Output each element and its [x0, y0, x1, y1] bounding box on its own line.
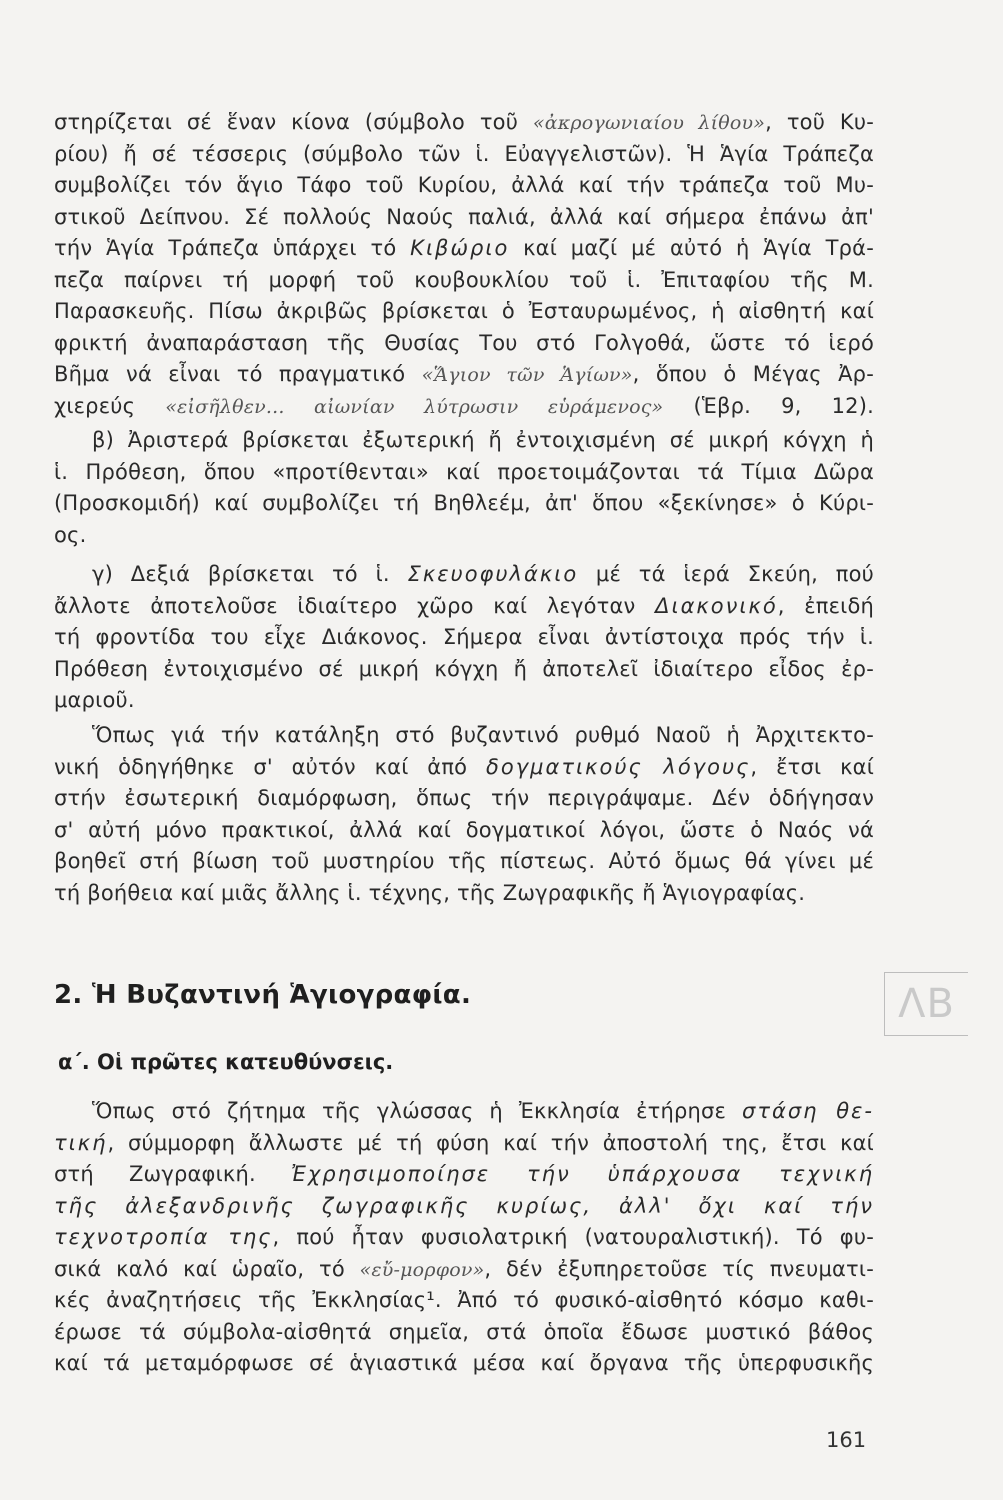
- text-line: τή φροντίδα του εἶχε Διάκονος. Σήμερα εἶναι ἀντίστοιχα πρός τήν ἱ.: [54, 625, 874, 649]
- text-line: τεχνοτροπία της, πού ἦταν φυσιολατρική (νατουραλιστική). Τό φυ-: [54, 1225, 874, 1249]
- text-line: χιερεύς «εἰσῆλθεν... αἰωνίαν λύτρωσιν εὑράμενος» (Ἑβρ. 9, 12).: [54, 393, 874, 418]
- text-line: β) Ἀριστερά βρίσκεται ἐξωτερική ἤ ἐντοιχισμένη σέ μικρή κόγχη ἡ: [92, 428, 874, 452]
- text-line: Ὅπως γιά τήν κατάληξη στό βυζαντινό ρυθμό Ναοῦ ἡ Ἀρχιτεκτο-: [92, 723, 874, 747]
- text-line: στήν ἐσωτερική διαμόρφωση, ὅπως τήν περιγράψαμε. Δέν ὁδήγησαν: [54, 786, 874, 810]
- text-line: τή βοήθεια καί μιᾶς ἄλλης ἱ. τέχνης, τῆς Ζωγραφικῆς ἤ Ἁγιογραφίας.: [54, 880, 806, 905]
- text-line: ος.: [54, 522, 87, 547]
- text-line: βοηθεῖ στή βίωση τοῦ μυστηρίου τῆς πίστεως. Αὐτό ὅμως θά γίνει μέ: [54, 849, 874, 873]
- emphasized-text: τική: [54, 1130, 108, 1155]
- text-line: γ) Δεξιά βρίσκεται τό ἱ. Σκευοφυλάκιο μέ τά ἱερά Σκεύη, πού: [92, 562, 874, 586]
- text-line: σικά καλό καί ὡραῖο, τό «εὔ-μορφον», δέν ἐξυπηρετοῦσε τίς πνευματι-: [54, 1256, 874, 1281]
- text-line: έρωσε τά σύμβολα-αἰσθητά σημεῖα, στά ὁποῖα ἔδωσε μυστικό βάθος: [54, 1319, 874, 1344]
- text-line: (Προσκομιδή) καί συμβολίζει τή Βηθλεέμ, ἀπ' ὅπου «ξεκίνησε» ὁ Κύρι-: [54, 491, 874, 515]
- text-line: τήν Ἁγία Τράπεζα ὑπάρχει τό Κιβώριο καί μαζί μέ αὐτό ἡ Ἁγία Τρά-: [54, 236, 874, 260]
- text-line: στή Ζωγραφική. Ἐχρησιμοποίησε τήν ὑπάρχουσα τεχνική: [54, 1162, 874, 1186]
- emphasized-text: Διακονικό: [655, 593, 778, 618]
- text-line: Βῆμα νά εἶναι τό πραγματικό «Ἅγιον τῶν Ἁγίων», ὅπου ὁ Μέγας Ἀρ-: [54, 362, 874, 386]
- text-line: μαριοῦ.: [54, 688, 135, 712]
- text-line: στικοῦ Δείπνου. Σέ πολλούς Ναούς παλιά, ἀλλά καί σήμερα ἐπάνω ἀπ': [54, 204, 874, 229]
- text-line: [54, 1191, 874, 1221]
- text-line: συμβολίζει τόν ἅγιο Τάφο τοῦ Κυρίου, ἀλλά καί τήν τράπεζα τοῦ Μυ-: [54, 173, 874, 197]
- text-line: τική, σύμμορφη ἄλλωστε μέ τή φύση καί τήν ἀποστολή της, ἔτσι καί: [54, 1130, 874, 1155]
- emphasized-text: Ἐχρησιμοποίησε τήν ὑπάρχουσα τεχνική: [290, 1162, 874, 1186]
- text-line: ἄλλοτε ἀποτελοῦσε ἰδιαίτερο χῶρο καί λεγόταν Διακονικό, ἐπειδή: [54, 593, 874, 618]
- emphasized-text: τῆς ἀλεξανδρινῆς ζωγραφικῆς κυρίως, ἀλλ' ὄχι καί τήν: [54, 1193, 874, 1218]
- emphasized-text: Σκευοφυλάκιο: [407, 562, 579, 586]
- text-line: σ' αὐτή μόνο πρακτικοί, ἀλλά καί δογματικοί λόγοι, ὥστε ὁ Ναός νά: [54, 817, 874, 842]
- text-line: Παρασκευῆς. Πίσω ἀκριβῶς βρίσκεται ὁ Ἐσταυρωμένος, ἡ αἰσθητή καί: [54, 299, 874, 323]
- text-line: Ὅπως στό ζήτημα τῆς γλώσσας ἡ Ἐκκλησία ἐτήρησε στάση θε-: [92, 1099, 874, 1123]
- quoted-text: «εἰσῆλθεν... αἰωνίαν λύτρωσιν εὑράμενος»: [165, 395, 664, 418]
- text-line: στηρίζεται σέ ἕναν κίονα (σύμβολο τοῦ «ἀκρογωνιαίου λίθου», τοῦ Κυ-: [54, 110, 875, 134]
- text-line: πεζα παίρνει τή μορφή τοῦ κουβουκλίου τοῦ ἱ. Ἐπιταφίου τῆς Μ.: [54, 267, 874, 292]
- text-line: ρίου) ἤ σέ τέσσερις (σύμβολο τῶν ἱ. Εὐαγγελιστῶν). Ἡ Ἁγία Τράπεζα: [54, 141, 874, 166]
- text-line: κές ἀναζητήσεις τῆς Ἐκκλησίας¹. Ἀπό τό φυσικό-αἰσθητό κόσμο καθι-: [54, 1288, 874, 1312]
- subsection-heading: α΄. Οἱ πρῶτες κατευθύνσεις.: [58, 1050, 394, 1074]
- quoted-text: «εὔ-μορφον»: [359, 1258, 485, 1281]
- section-heading: 2. Ἡ Βυζαντινή Ἁγιογραφία.: [54, 980, 472, 1010]
- quoted-text: «Ἅγιον τῶν Ἁγίων»: [421, 364, 633, 386]
- text-line: Πρόθεση ἐντοιχισμένο σέ μικρή κόγχη ἤ ἀποτελεῖ ἰδιαίτερο εἶδος ἐρ-: [54, 656, 874, 681]
- quoted-text: «ἀκρογωνιαίου λίθου»: [532, 112, 766, 134]
- chapter-marker-badge: ΛΒ: [884, 972, 968, 1036]
- emphasized-text: δογματικούς λόγους: [486, 754, 751, 779]
- text-line: ἱ. Πρόθεση, ὅπου «προτίθενται» καί προετοιμάζονται τά Τίμια Δῶρα: [54, 459, 874, 484]
- text-line: φρικτή ἀναπαράσταση τῆς Θυσίας Του στό Γολγοθά, ὥστε τό ἱερό: [54, 330, 874, 355]
- page-number: 161: [826, 1428, 867, 1452]
- text-line: νική ὁδηγήθηκε σ' αὐτόν καί ἀπό δογματικούς λόγους, ἔτσι καί: [54, 754, 875, 779]
- emphasized-text: στάση θε-: [742, 1099, 874, 1123]
- emphasized-text: Κιβώριο: [410, 236, 510, 260]
- text-line: καί τά μεταμόρφωσε σέ ἁγιαστικά μέσα καί ὄργανα τῆς ὑπερφυσικῆς: [54, 1351, 874, 1375]
- emphasized-text: τεχνοτροπία της: [54, 1225, 273, 1249]
